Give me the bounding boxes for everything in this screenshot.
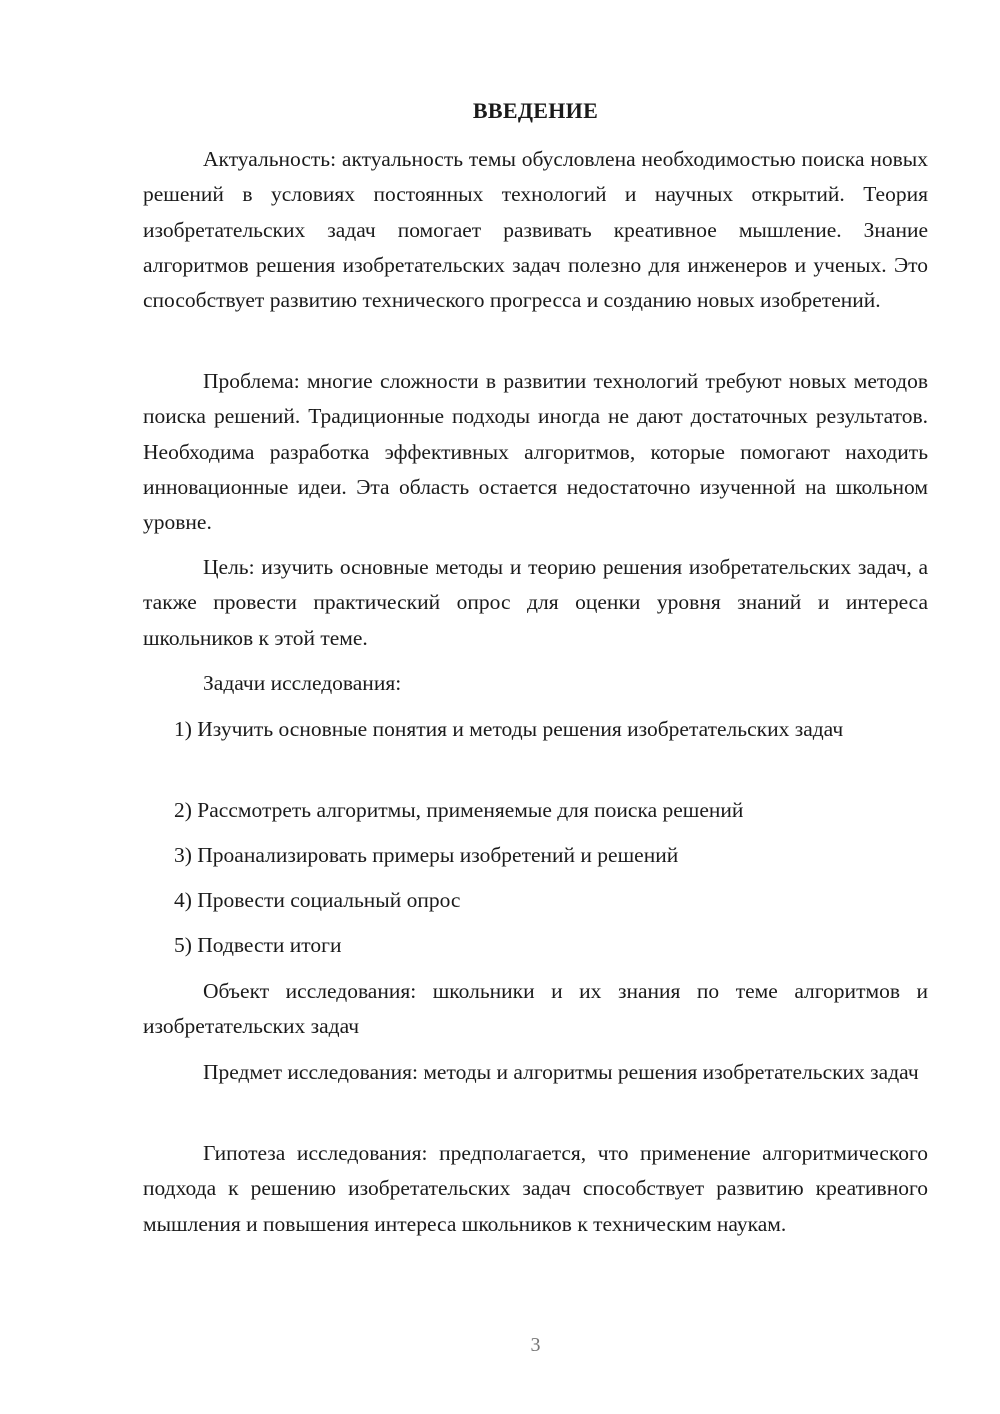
page-number: 3 [530, 1334, 541, 1356]
document-page [143, 0, 928, 1414]
object-paragraph: Объект исследования: школьники и их знания по теме алгоритмов и изобретательских задач [143, 979, 928, 1039]
task-item-3: 3) Проанализировать примеры изобретений и решений [174, 843, 679, 867]
task-item-4: 4) Провести социальный опрос [174, 888, 461, 912]
task-item-2: 2) Рассмотреть алгоритмы, применяемые для поиска решений [174, 798, 744, 822]
hypothesis-paragraph: Гипотеза исследования: предполагается, что применение алгоритмического подхода к решению изобретательских задач способствует развитию креативного мышления и повышения интереса школьников к техническим наукам. [143, 1141, 928, 1236]
goal-paragraph: Цель: изучить основные методы и теорию решения изобретательских задач, а также провести практический опрос для оценки уровня знаний и интереса школьников к этой теме. [143, 555, 928, 650]
subject-paragraph: Предмет исследования: методы и алгоритмы решения изобретательских задач [203, 1060, 919, 1084]
task-item-1: 1) Изучить основные понятия и методы решения изобретательских задач [174, 717, 844, 741]
tasks-heading: Задачи исследования: [203, 671, 402, 695]
page-title: ВВЕДЕНИЕ [472, 98, 599, 123]
relevance-paragraph: Актуальность: актуальность темы обусловлена необходимостью поиска новых решений в условиях постоянных технологий и научных открытий. Теория изобретательских задач помогает развивать креативное мышление. Знание алгоритмов решения изобретательских задач полезно для инженеров и ученых. Это способствует развитию технического прогресса и созданию новых изобретений. [143, 147, 928, 313]
problem-paragraph: Проблема: многие сложности в развитии технологий требуют новых методов поиска решений. Традиционные подходы иногда не дают достаточных результатов. Необходима разработка эффективных алгоритмов, которые помогают находить инновационные идеи. Эта область остается недостаточно изученной на школьном уровне. [143, 369, 928, 535]
task-item-5: 5) Подвести итоги [174, 933, 342, 957]
